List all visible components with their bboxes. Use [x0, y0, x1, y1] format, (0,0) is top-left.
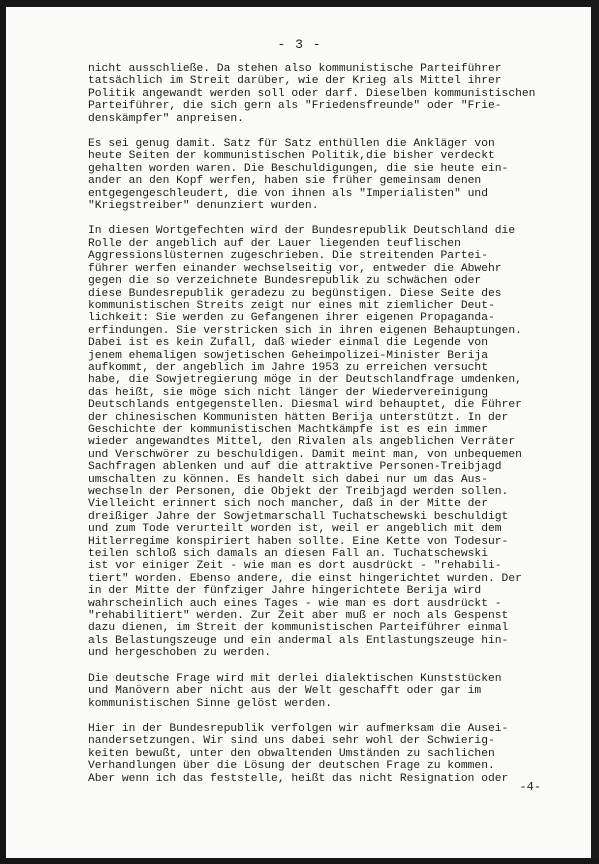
text-line: keiten bewußt, unter den obwaltenden Umständen zu sachlichen: [88, 747, 495, 760]
text-line: und Manövern aber nicht aus der Welt geschafft oder gar im: [88, 685, 482, 698]
text-line: Es sei genug damit. Satz für Satz enthüllen die Ankläger von: [88, 138, 495, 151]
text-line: "rehabilitiert" werden. Zur Zeit aber muß er noch als Gespenst: [88, 610, 509, 623]
paragraph: [88, 225, 548, 659]
text-line: führer werfen einander wechselseitig vor, entweder die Abwehr: [88, 262, 502, 275]
scan-border-bottom: [0, 858, 599, 864]
text-line: gegen die so verzeichnete Bundesrepublik zu schwächen oder: [88, 275, 482, 288]
document-body: [88, 63, 548, 798]
text-line: habe, die Sowjetregierung möge in der Deutschlandfrage umdenken,: [88, 374, 522, 387]
text-line: nandersetzungen. Wir sind uns dabei sehr wohl der Schwierig-: [88, 735, 495, 748]
text-line: als Belastungszeuge und ein andermal als Entlastungszeuge hin-: [88, 634, 509, 647]
text-line: kommunistischen Sinne gelöst werden.: [88, 697, 333, 710]
text-line: Deutschlands entgegenstellen. Diesmal wird behauptet, die Führer: [88, 399, 522, 412]
text-line: nicht ausschließe. Da stehen also kommunistische Parteiführer: [88, 63, 502, 75]
text-line: heute Seiten der kommunistischen Politik,die bisher verdeckt: [88, 150, 495, 163]
text-line: Die deutsche Frage wird mit derlei dialektischen Kunststücken: [88, 672, 502, 685]
text-line: Rolle der angeblich auf der Lauer liegenden teuflischen: [88, 237, 461, 250]
text-line: in der Mitte der fünfziger Jahre hingerichtete Berija wird: [88, 585, 482, 598]
text-line: Aggressionslüsternen zugeschrieben. Die streitenden Partei-: [88, 250, 488, 263]
text-line: dreißiger Jahre der Sowjetmarschall Tuchatschewski beschuldigt: [88, 510, 509, 523]
text-line: Parteiführer, die sich gern als "Friedensfreunde" oder "Frie-: [88, 100, 502, 113]
text-line: "Kriegstreiber" denunziert wurden.: [88, 200, 319, 213]
text-line: kommunistischen Streits zeigt nur eines mit ziemlicher Deut-: [88, 299, 495, 312]
text-line: ist vor einiger Zeit - wie man es dort ausdrückt - "rehabili-: [88, 560, 502, 573]
text-line: Vielleicht erinnert sich noch mancher, daß in der Mitte der: [88, 498, 488, 511]
text-line: erfindungen. Sie verstricken sich in ihren eigenen Behauptungen.: [88, 324, 522, 337]
text-line: In diesen Wortgefechten wird der Bundesrepublik Deutschland die: [88, 225, 516, 238]
text-line: wieder angewandtes Mittel, den Rivalen als angeblichen Verräter: [88, 436, 516, 449]
text-line: entgegengeschleudert, die von ihnen als "Imperialisten" und: [88, 187, 488, 200]
text-line: denskämpfer" anpreisen.: [88, 112, 244, 125]
text-line: Hitlerregime konspiriert haben sollte. Eine Kette von Todesur-: [88, 535, 509, 548]
text-line: Politik angewandt werden soll oder darf. Dieselben kommunistischen: [88, 87, 536, 100]
text-line: tatsächlich im Streit darüber, wie der Krieg als Mittel ihrer: [88, 75, 502, 88]
scan-border-top: [0, 0, 599, 7]
text-line: Dabei ist es kein Zufall, daß wieder einmal die Legende von: [88, 337, 488, 350]
continuation-marker: -4-: [519, 780, 541, 794]
text-line: teilen schloß sich damals an diesen Fall an. Tuchatschewski: [88, 548, 488, 561]
page-number: - 3 -: [277, 37, 322, 52]
text-line: lichkeit: Sie werden zu Gefangenen ihrer eigenen Propaganda-: [88, 312, 495, 325]
text-line: Geschichte der kommunistischen Machtkämpfe ist es ein immer: [88, 423, 488, 436]
text-line: jenem ehemaligen sowjetischen Geheimpolizei-Minister Berija: [88, 349, 488, 362]
text-line: wahrscheinlich auch eines Tages - wie man es dort ausdrückt -: [88, 597, 502, 610]
text-line: dazu dienen, im Streit der kommunistischen Parteiführer einmal: [88, 622, 509, 635]
text-line: Aber wenn ich das feststelle, heißt das nicht Resignation oder: [88, 772, 509, 785]
scan-border-right: [591, 0, 599, 864]
text-line: der chinesischen Kommunisten hätten Berija unterstützt. In der: [88, 411, 509, 424]
text-line: und hergeschoben zu werden.: [88, 647, 272, 660]
text-line: diese Bundesrepublik geradezu zu begünstigen. Diese Seite des: [88, 287, 502, 300]
paragraph: [88, 723, 548, 785]
text-line: gehalten worden waren. Die Beschuldigungen, die sie heute ein-: [88, 162, 509, 175]
scan-border-left: [0, 0, 6, 864]
text-line: aufkommt, der angeblich im Jahre 1953 zu erreichen versucht: [88, 361, 488, 374]
text-line: Verhandlungen über die Lösung der deutschen Frage zu kommen.: [88, 760, 495, 773]
text-line: und zum Tode verurteilt worden ist, weil er angeblich mit dem: [88, 523, 502, 536]
paragraph: [88, 63, 548, 125]
paragraph: [88, 138, 548, 212]
text-line: das heißt, sie möge sich nicht länger der Wiedervereinigung: [88, 386, 488, 399]
paragraph: [88, 673, 548, 710]
text-line: tiert" worden. Ebenso andere, die einst hingerichtet wurden. Der: [88, 572, 522, 585]
text-line: Hier in der Bundesrepublik verfolgen wir aufmerksam die Ausei-: [88, 722, 509, 735]
text-line: und Verschwörer zu beschuldigen. Damit meint man, von unbequemen: [88, 448, 522, 461]
text-line: ander an den Kopf werfen, haben sie früher gemeinsam denen: [88, 175, 482, 188]
text-line: umschalten zu können. Es handelt sich dabei nur um das Aus-: [88, 473, 488, 486]
text-line: Sachfragen ablenken und auf die attraktive Personen-Treibjagd: [88, 461, 502, 474]
text-line: wechseln der Personen, die Objekt der Treibjagd werden sollen.: [88, 486, 509, 498]
